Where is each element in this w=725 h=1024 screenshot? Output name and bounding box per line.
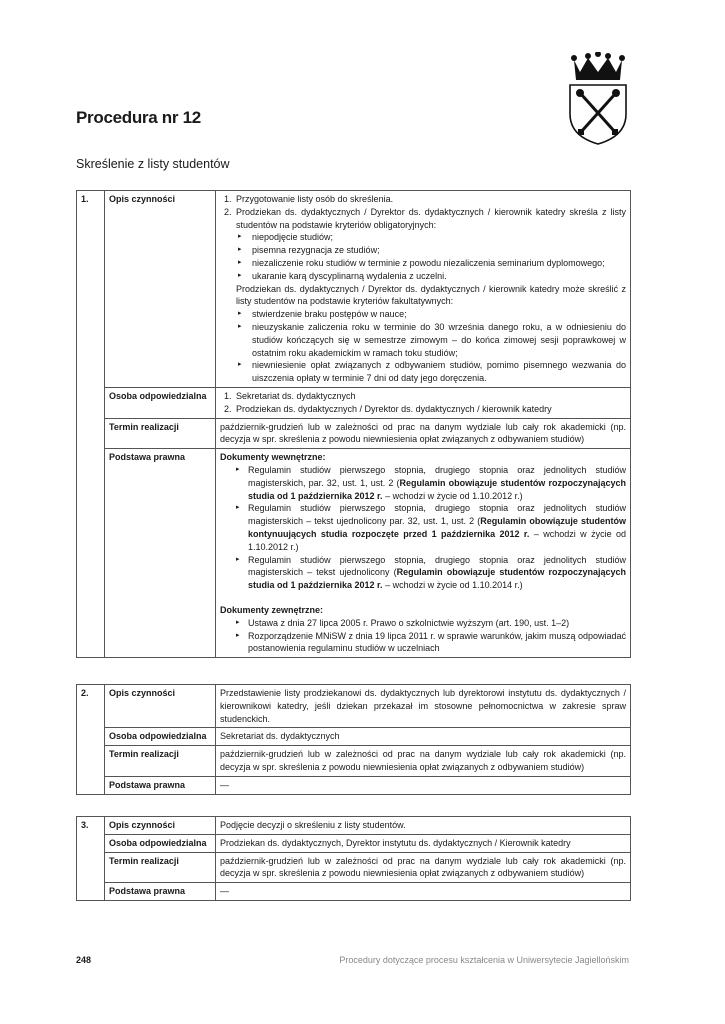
label-osoba: Osoba odpowiedzialna <box>105 834 216 852</box>
label-podstawa: Podstawa prawna <box>105 883 216 901</box>
step2-intro: Prodziekan ds. dydaktycznych / Dyrektor ds. dydaktycznych / kierownik katedry skreśla z listy studentów na podstawie kryteriów obligatoryjnych: <box>236 206 626 230</box>
label-osoba: Osoba odpowiedzialna <box>105 728 216 746</box>
list-item: ▸ ukaranie karą dyscyplinarną wydalenia z uczelni. <box>250 270 626 283</box>
procedure-step-2-table <box>76 684 631 795</box>
procedure-subtitle: Skreślenie z listy studentów <box>76 157 230 171</box>
label-podstawa: Podstawa prawna <box>105 449 216 658</box>
step-3-legal-basis: — <box>216 883 631 901</box>
list-item: ▸ niezaliczenie roku studiów w terminie z powodu niezaliczenia seminarium dyplomowego; <box>250 257 626 270</box>
step-number: 1. <box>77 191 105 658</box>
list-item <box>234 206 626 385</box>
list-item: 1. Sekretariat ds. dydaktycznych <box>234 390 626 403</box>
university-crest-icon <box>566 52 630 146</box>
list-item: ▸ stwierdzenie braku postępów w nauce; <box>250 308 626 321</box>
step-1-deadline: październik-grudzień lub w zależności od prac na danym wydziale lub cały rok akademicki (np. decyzja w spr. skreślenia z powodu niewniesienia opłat związanych z odbywaniem studiów) <box>216 418 631 449</box>
step-3-deadline: październik-grudzień lub w zależności od prac na danym wydziale lub cały rok akademicki (np. decyzja w spr. skreślenia z powodu niewniesienia opłat związanych z odbywaniem studiów) <box>216 852 631 883</box>
label-opis: Opis czynności <box>105 685 216 728</box>
step-3-description: Podjęcie decyzji o skreśleniu z listy studentów. <box>216 817 631 835</box>
page-number: 248 <box>76 955 92 965</box>
list-item: ▸ niepodjęcie studiów; <box>250 231 626 244</box>
external-docs-header: Dokumenty zewnętrzne: <box>220 604 324 615</box>
procedure-step-1-table <box>76 190 631 658</box>
label-termin: Termin realizacji <box>105 418 216 449</box>
label-osoba: Osoba odpowiedzialna <box>105 387 216 418</box>
label-opis: Opis czynności <box>105 817 216 835</box>
step-2-responsible: Sekretariat ds. dydaktycznych <box>216 728 631 746</box>
list-item: ▸ nieuzyskanie zaliczenia roku w terminie do 30 września danego roku, a w odniesieniu do studiów kończących się w semestrze zimowym – do końca zimowej sesji poprawkowej w ostatnim roku akademickim w ramach toku studiów; <box>250 321 626 359</box>
label-podstawa: Podstawa prawna <box>105 776 216 794</box>
label-opis: Opis czynności <box>105 191 216 388</box>
list-item: ▸ Rozporządzenie MNiSW z dnia 19 lipca 2011 r. w sprawie warunków, jakim muszą odpowiadać postanowienia regulaminu studiów w uczelniach <box>248 630 626 656</box>
list-item: ▸ Ustawa z dnia 27 lipca 2005 r. Prawo o szkolnictwie wyższym (art. 190, ust. 1–2) <box>248 617 626 630</box>
step-2-deadline: październik-grudzień lub w zależności od prac na danym wydziale lub cały rok akademicki (np. decyzja w spr. skreślenia z powodu niewniesienia opłat związanych z odbywaniem studiów) <box>216 746 631 777</box>
step2-optional-intro: Prodziekan ds. dydaktycznych / Dyrektor ds. dydaktycznych / kierownik katedry może skreślić z listy studentów na podstawie kryteriów fakultatywnych: <box>236 283 626 307</box>
step-number: 3. <box>77 817 105 901</box>
step-1-responsible <box>216 387 631 418</box>
label-termin: Termin realizacji <box>105 852 216 883</box>
step-2-legal-basis: — <box>216 776 631 794</box>
step-1-legal-basis <box>216 449 631 658</box>
page-title: Procedura nr 12 <box>76 108 201 127</box>
list-item: ▸ pisemna rezygnacja ze studiów; <box>250 244 626 257</box>
list-item: ▸ Regulamin studiów pierwszego stopnia, drugiego stopnia oraz jednolitych studiów magisterskich – tekst ujednolicony par. 32, ust. 1, ust. 2 (Regulamin obowiązuje studentów kontynuujących studia rozpoczęte przed 1 października 2012 r. – wchodzi w życie od 1.10.2012 r.) <box>248 502 626 553</box>
list-item: ▸ niewniesienie opłat związanych z odbywaniem studiów, pomimo pisemnego wezwania do uiszczenia opłaty w terminie 7 dni od daty jego doręczenia. <box>250 359 626 385</box>
list-item: 2. Prodziekan ds. dydaktycznych / Dyrektor ds. dydaktycznych / kierownik katedry <box>234 403 626 416</box>
procedure-step-3-table <box>76 816 631 901</box>
footer-text: Procedury dotyczące procesu kształcenia w Uniwersytecie Jagiellońskim <box>339 955 629 965</box>
list-item: ▸ Regulamin studiów pierwszego stopnia, drugiego stopnia oraz jednolitych studiów magisterskich – tekst ujednolicony (Regulamin obowiązuje studentów rozpoczynających studia od 1 października 2012 r. – wchodzi w życie od 1.10.2014 r.) <box>248 554 626 592</box>
step-number: 2. <box>77 685 105 795</box>
list-item: ▸ Regulamin studiów pierwszego stopnia, drugiego stopnia oraz jednolitych studiów magisterskich, par. 32, ust. 1, ust. 2 (Regulamin obowiązuje studentów rozpoczynających studia od 1 października 2012 r. – wchodzi w życie od 1.10.2012 r.) <box>248 464 626 502</box>
step-3-responsible: Prodziekan ds. dydaktycznych, Dyrektor instytutu ds. dydaktycznych / Kierownik katedry <box>216 834 631 852</box>
list-item: 1. Przygotowanie listy osób do skreślenia. <box>234 193 626 206</box>
step-2-description: Przedstawienie listy prodziekanowi ds. dydaktycznych lub dyrektorowi instytutu ds. dydaktycznych / kierownikowi katedry, jeśli dziekan przekazał im stosowne pełnomocnictwa w zakresie spraw studenckich. <box>216 685 631 728</box>
step-1-description <box>216 191 631 388</box>
label-termin: Termin realizacji <box>105 746 216 777</box>
internal-docs-header: Dokumenty wewnętrzne: <box>220 452 326 463</box>
